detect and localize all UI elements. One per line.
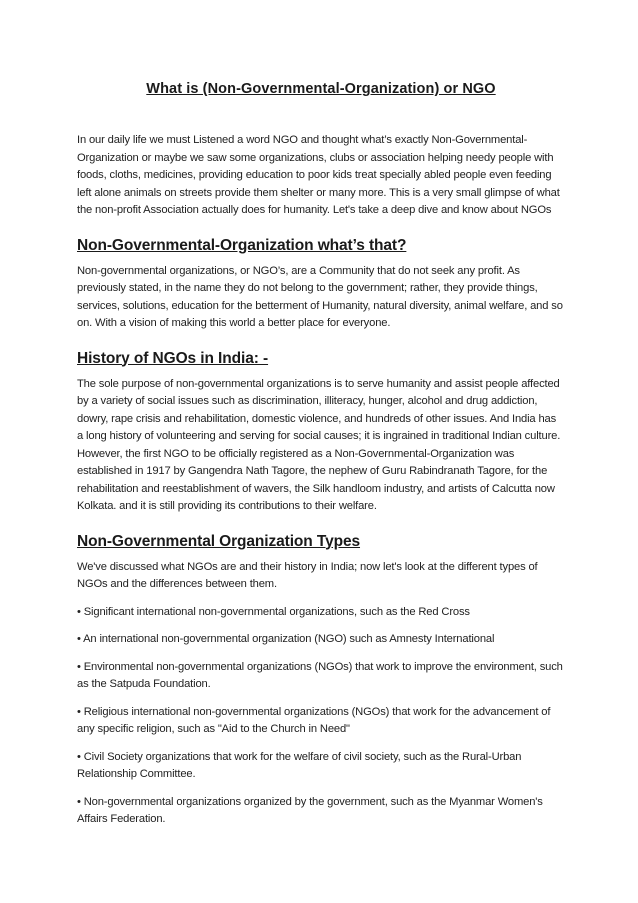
list-item: • Religious international non-governmental organizations (NGOs) that work for the advancement of any specific religion, such as "Aid to the Church in Need" (77, 705, 551, 735)
section-heading-history: History of NGOs in India: - (77, 349, 269, 367)
list-item: • Civil Society organizations that work for the welfare of civil society, such as the Rural-Urban Relationship Committee. (77, 750, 522, 780)
section-heading-definition: Non-Governmental-Organization what’s that? (77, 236, 407, 254)
document-content (77, 80, 565, 829)
list-item: • Environmental non-governmental organizations (NGOs) that work to improve the environment, such as the Satpuda Foundation. (77, 660, 563, 690)
list-item: • Non-governmental organizations organized by the government, such as the Myanmar Women's Affairs Federation. (77, 795, 543, 825)
section-heading-types: Non-Governmental Organization Types (77, 532, 361, 550)
section-body-types: We've discussed what NGOs are and their history in India; now let's look at the different types of NGOs and the differences between them. (77, 560, 538, 590)
section-body-definition: Non-governmental organizations, or NGO’s, are a Community that do not seek any profit. As previously stated, in the name they do not belong to the government; rather, they provide things, services, solutions, education for the betterment of Humanity, natural diversity, animal welfare, and so on. With a vision of making this world a better place for everyone. (77, 264, 563, 329)
document-title: What is (Non-Governmental-Organization) or NGO (146, 81, 496, 97)
section-body-history: The sole purpose of non-governmental organizations is to serve humanity and assist people affected by a variety of social issues such as discrimination, illiteracy, hunger, alcohol and drug addiction, dowry, rape crisis and rehabilitation, domestic violence, and hundreds of other issues. And India has a long history of volunteering and serving for social causes; it is ingrained in traditional Indian culture. However, the first NGO to be officially registered as a Non-Governmental-Organization was established in 1917 by Gangendra Nath Tagore, the nephew of Guru Rabindranath Tagore, for the rehabilitation and reestablishment of wavers, the Silk handloom industry, and artists of Calcutta now Kolkata. and it is still providing its contributions to their welfare. (77, 377, 561, 512)
list-item: • An international non-governmental organization (NGO) such as Amnesty International (77, 633, 495, 645)
list-item: • Significant international non-governmental organizations, such as the Red Cross (77, 605, 470, 618)
intro-paragraph: In our daily life we must Listened a word NGO and thought what’s exactly Non-Governmental-Organization or maybe we saw some organizations, clubs or association helping needy people with foods, cloths, medicines, providing education to poor kids treat specially abled people even feeding left alone animals on streets provide them shelter or many more. This is a very small glimpse of what the non-profit Association actually does for humanity. Let's take a deep dive and know about NGOs (77, 134, 560, 216)
